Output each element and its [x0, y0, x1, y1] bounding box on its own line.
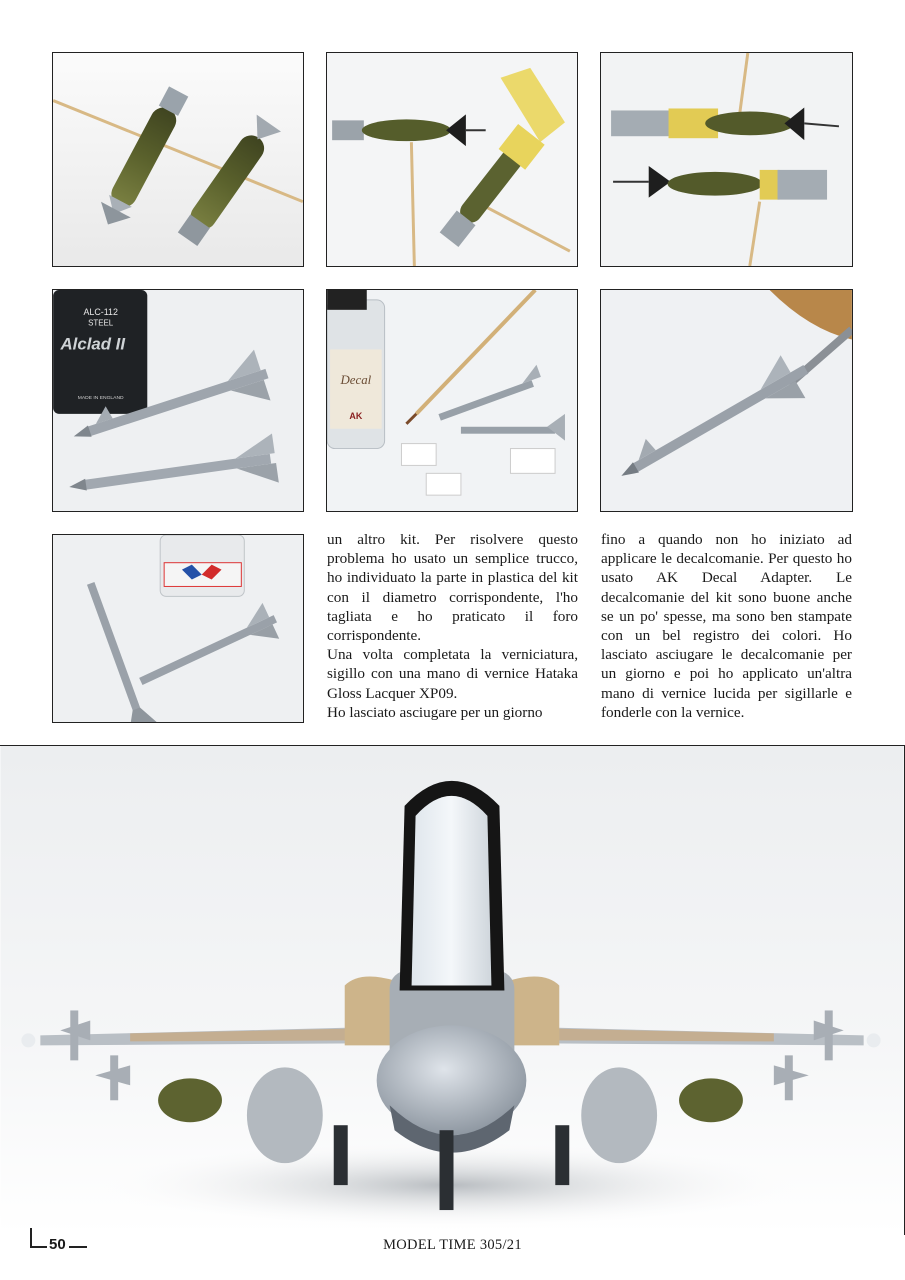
photo-bombs-masked [326, 52, 578, 267]
photo-decal-application [600, 289, 853, 512]
paragraph: un altro kit. Per risolvere questo problema ho usato un semplice trucco, ho individuato la parte in plastica del kit con il diametro corrispondente, l'ho tagliata e ho praticato il foro corrispondente. [327, 531, 578, 645]
photo-bombs-tape-image [601, 53, 852, 266]
photo-missiles-tamiya-image [53, 535, 303, 722]
bottle-label: Decal [340, 373, 372, 388]
paragraph: Una volta completata la verniciatura, sigillo con una mano di vernice Hataka Gloss Lacquer XP09. [327, 646, 578, 702]
article-column-2 [601, 530, 852, 722]
bottle-note: MADE IN ENGLAND [77, 396, 124, 402]
photo-missiles-tamiya [52, 534, 304, 723]
photo-bombs-painted [52, 52, 304, 267]
magazine-issue: MODEL TIME 305/21 [383, 1237, 522, 1253]
article-column-1 [327, 530, 578, 722]
paragraph: fino a quando non ho iniziato ad applicare le decalcomanie. Per questo ho usato AK Decal Adapter. Le decalcomanie del kit sono buone anche se un po' spesse, ma sono ben stampate con un bel registro dei colori. Ho lasciato asciugare le decalcomanie per un giorno e poi ho applicato un'altra mano di vernice lucida per sigillarle e fonderle con la vernice. [601, 531, 852, 721]
photo-missiles-decal-adapter [326, 289, 578, 512]
paragraph: Ho lasciato asciugare per un giorno [327, 703, 543, 721]
bottle-sub: STEEL [88, 318, 114, 328]
photo-f16-front-view-image [0, 746, 904, 1235]
bottle-brand: AK [349, 410, 363, 421]
photo-missiles-alclad-image [53, 290, 303, 511]
photo-decal-application-image [601, 290, 852, 511]
bottle-code: ALC-112 [83, 306, 118, 317]
bottle-name: Alclad II [60, 334, 126, 354]
photo-bombs-masked-image [327, 53, 577, 266]
photo-missiles-alclad [52, 289, 304, 512]
photo-bombs-tape [600, 52, 853, 267]
photo-f16-front-view [0, 745, 905, 1235]
page-number: 50 [49, 1236, 66, 1253]
photo-missiles-decal-adapter-image [327, 290, 577, 511]
photo-bombs-painted-image [53, 53, 303, 266]
